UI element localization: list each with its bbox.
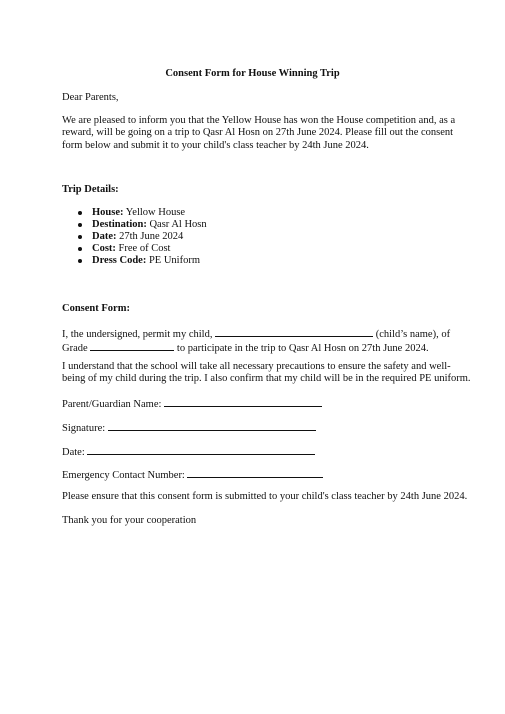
signature-line xyxy=(62,421,472,435)
child-name-field[interactable] xyxy=(215,327,373,337)
signature-label: Signature: xyxy=(62,423,108,434)
list-item xyxy=(92,207,207,219)
permit-text-3: to participate in the trip to Qasr Al Hosn on 27th June 2024. xyxy=(174,343,429,355)
signature-field[interactable] xyxy=(108,421,316,431)
document-title: Consent Form for House Winning Trip xyxy=(165,68,340,79)
detail-label-date: Date: xyxy=(92,231,117,242)
date-field[interactable] xyxy=(87,445,315,455)
thanks-line: Thank you for your cooperation xyxy=(62,515,197,526)
list-item xyxy=(92,231,207,243)
date-label: Date: xyxy=(62,447,88,458)
permit-text-2: (child’s name), of Grade xyxy=(62,329,451,355)
grade-field[interactable] xyxy=(90,341,174,351)
emergency-contact-line xyxy=(62,468,472,482)
trip-details-list xyxy=(62,207,207,267)
detail-value-dress-code: PE Uniform xyxy=(148,255,201,266)
consent-heading: Consent Form: xyxy=(62,303,130,314)
parent-name-line xyxy=(62,397,472,411)
list-item xyxy=(92,219,207,231)
detail-value-cost: Free of Cost xyxy=(118,243,171,254)
detail-label-cost: Cost: xyxy=(92,243,116,254)
list-item xyxy=(92,243,207,255)
emergency-contact-field[interactable] xyxy=(187,468,323,478)
intro-paragraph: We are pleased to inform you that the Yellow House has won the House competition and, as a reward, will be going on a trip to Qasr Al Hosn on 27th June 2024. Please fill out the consent form below and submit it to your child's class teacher by 24th June 2024. xyxy=(62,115,456,151)
permit-paragraph xyxy=(62,327,472,356)
date-line xyxy=(62,445,472,459)
detail-label-destination: Destination: xyxy=(92,219,147,230)
emergency-contact-label: Emergency Contact Number: xyxy=(62,470,188,481)
permit-text-1: I, the undersigned, permit my child, xyxy=(62,329,216,340)
parent-name-field[interactable] xyxy=(164,397,322,407)
detail-value-date: 27th June 2024 xyxy=(119,231,184,242)
salutation: Dear Parents, xyxy=(62,92,119,103)
detail-label-dress-code: Dress Code: xyxy=(92,255,147,266)
detail-value-destination: Qasr Al Hosn xyxy=(149,219,207,230)
reminder-paragraph: Please ensure that this consent form is submitted to your child's class teacher by 24th June 2024. xyxy=(62,491,468,502)
parent-name-label: Parent/Guardian Name: xyxy=(62,399,165,410)
detail-label-house: House: xyxy=(92,207,124,218)
understand-paragraph: I understand that the school will take all necessary precautions to ensure the safety and well-being of my child during the trip. I also confirm that my child will be in the required PE uniform. xyxy=(62,361,471,385)
detail-value-house: Yellow House xyxy=(125,207,186,218)
list-item xyxy=(92,255,207,267)
trip-details-heading: Trip Details: xyxy=(62,184,119,195)
